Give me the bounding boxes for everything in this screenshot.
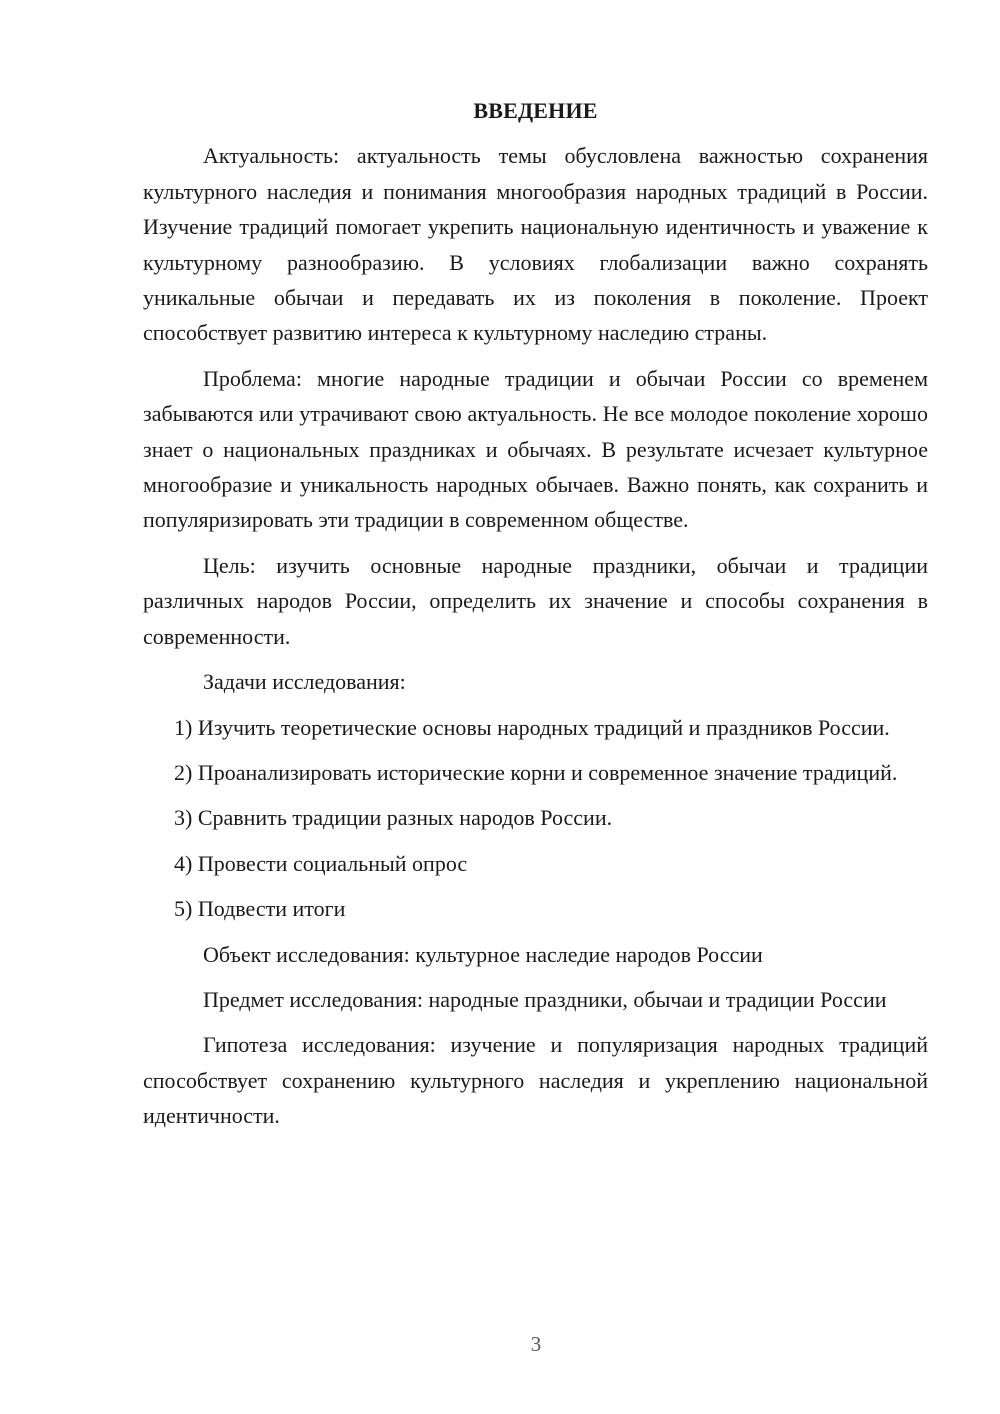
- task-item: 2) Проанализировать исторические корни и современное значение традиций.: [174, 759, 898, 785]
- section-title: ВВЕДЕНИЕ: [473, 98, 598, 123]
- subject-paragraph: Предмет исследования: народные праздники, обычаи и традиции России: [203, 986, 887, 1012]
- task-item: 1) Изучить теоретические основы народных традиций и праздников России.: [174, 714, 890, 740]
- hypothesis-paragraph: Гипотеза исследования: изучение и популяризация народных традиций способствует сохранению культурного наследия и укреплению национальной идентичности.: [143, 1032, 928, 1129]
- task-item: 4) Провести социальный опрос: [174, 850, 468, 876]
- problem-paragraph: Проблема: многие народные традиции и обычаи России со временем забываются или утрачивают свою актуальность. Не все молодое поколение хорошо знает о национальных праздниках и обычаях. В результате исчезает культурное многообразие и уникальность народных обычаев. Важно понять, как сохранить и популяризировать эти традиции в современном обществе.: [143, 365, 928, 533]
- goal-paragraph: Цель: изучить основные народные праздники, обычаи и традиции различных народов России, определить их значение и способы сохранения в современности.: [143, 552, 928, 649]
- tasks-list: [143, 710, 928, 927]
- object-paragraph: Объект исследования: культурное наследие народов России: [203, 941, 763, 967]
- page-number: 3: [530, 1332, 542, 1356]
- relevance-paragraph: Актуальность: актуальность темы обусловлена важностью сохранения культурного наследия и понимания многообразия народных традиций в России. Изучение традиций помогает укрепить национальную идентичность и уважение к культурному разнообразию. В условиях глобализации важно сохранять уникальные обычаи и передавать их из поколения в поколение. Проект способствует развитию интереса к культурному наследию страны.: [143, 143, 928, 346]
- tasks-heading: Задачи исследования:: [203, 669, 406, 695]
- task-item: 3) Сравнить традиции разных народов России.: [174, 805, 613, 831]
- task-item: 5) Подвести итоги: [174, 896, 346, 922]
- document-body: [143, 93, 928, 1144]
